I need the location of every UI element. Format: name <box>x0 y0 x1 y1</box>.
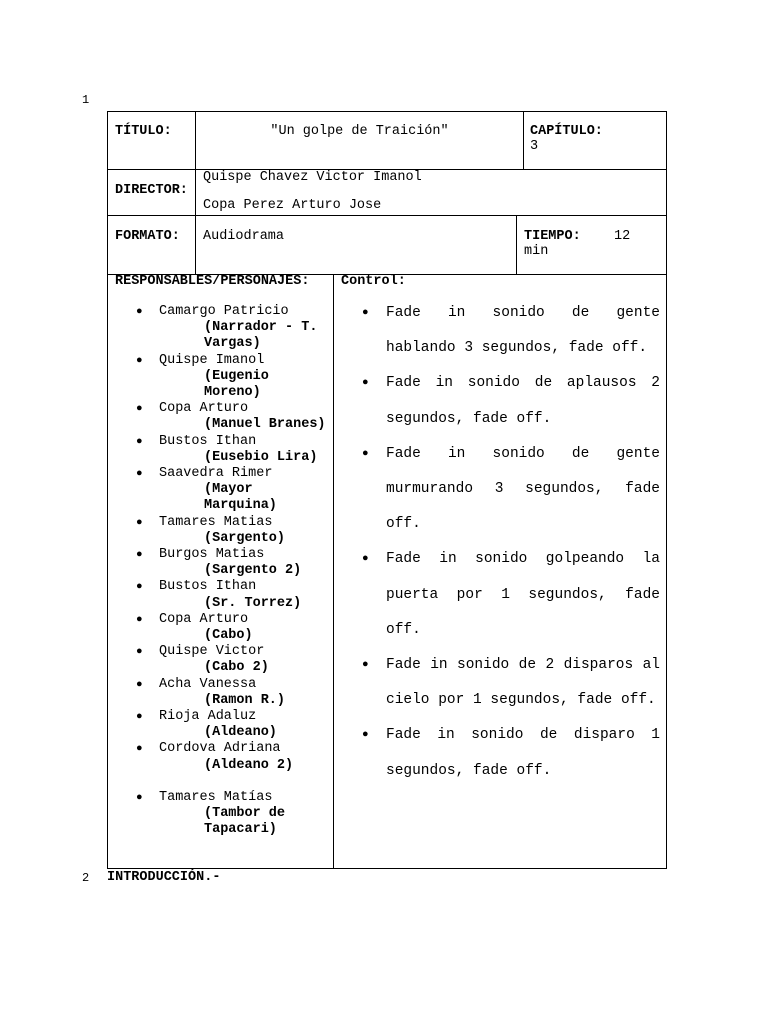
character-name: (Manuel Branes) <box>204 417 326 433</box>
bullet-icon: ● <box>362 377 369 390</box>
actor-name: Bustos Ithan <box>159 433 257 449</box>
list-item <box>136 304 331 353</box>
actor-name: Saavedra Rimer <box>159 466 273 482</box>
character-name: (Cabo) <box>204 628 253 644</box>
control-cue: Fade in sonido de disparo 1 segundos, fade off. <box>386 727 660 779</box>
actor-name: Tamares Matias <box>159 514 273 530</box>
character-name: (Mayor Marquina) <box>204 482 277 514</box>
format-label: FORMATO: <box>115 229 180 244</box>
list-item <box>362 648 660 718</box>
chapter-label: CAPÍTULO: <box>530 124 603 139</box>
bullet-icon: ● <box>136 549 143 562</box>
bullet-icon: ● <box>136 435 143 448</box>
column-divider <box>333 274 334 869</box>
line-number-2: 2 <box>82 871 90 885</box>
row-divider <box>107 215 667 216</box>
chapter-value: 3 <box>530 139 539 154</box>
character-name: (Aldeano) <box>204 725 277 741</box>
format-value: Audiodrama <box>203 229 285 244</box>
actor-name: Bustos Ithan <box>159 579 257 595</box>
column-divider <box>523 111 524 170</box>
control-cue: Fade in sonido de aplausos 2 segundos, fade off. <box>386 375 660 427</box>
list-item <box>136 677 331 709</box>
list-item <box>136 353 331 402</box>
control-list <box>362 296 660 789</box>
list-item <box>362 366 660 436</box>
director-name: Quispe Chavez Victor Imanol <box>203 170 422 185</box>
actor-name: Acha Vanessa <box>159 676 257 692</box>
list-item <box>362 718 660 788</box>
title-value: "Un golpe de Traición" <box>270 124 449 139</box>
list-item <box>136 790 331 839</box>
list-item <box>136 612 331 644</box>
character-name: (Aldeano 2) <box>204 757 294 773</box>
bullet-icon: ● <box>136 403 143 416</box>
character-name: (Sargento 2) <box>204 563 302 579</box>
character-name: (Eugenio Moreno) <box>204 368 269 401</box>
list-item <box>136 547 331 579</box>
line-number-1: 1 <box>82 93 90 107</box>
actor-name: Burgos Matias <box>159 547 265 563</box>
bullet-icon: ● <box>136 646 143 659</box>
title-label: TÍTULO: <box>115 124 172 139</box>
list-item <box>136 741 331 773</box>
cast-label: RESPONSABLES/PERSONAJES: <box>115 274 310 289</box>
list-item <box>136 515 331 547</box>
director-label: DIRECTOR: <box>115 183 188 198</box>
cast-list <box>136 304 331 839</box>
control-cue: Fade in sonido de gente murmurando 3 segundos, fade off. <box>386 445 660 533</box>
actor-name: Quispe Imanol <box>159 352 265 368</box>
actor-name: Camargo Patricio <box>159 304 289 319</box>
actor-name: Cordova Adriana <box>159 741 281 757</box>
time-value: 12 <box>614 229 631 244</box>
bullet-icon: ● <box>136 468 143 481</box>
list-item <box>362 542 660 648</box>
bullet-icon: ● <box>136 791 143 804</box>
control-label: Control: <box>341 274 406 289</box>
bullet-icon: ● <box>136 711 143 724</box>
bullet-icon: ● <box>136 613 143 626</box>
control-cue: Fade in sonido golpeando la puerta por 1 segundos, fade off. <box>386 551 660 638</box>
list-item <box>136 434 331 466</box>
actor-name: Tamares Matías <box>159 789 273 805</box>
character-name: (Cabo 2) <box>204 660 269 676</box>
time-unit: min <box>524 244 549 259</box>
character-name: (Ramon R.) <box>204 692 286 708</box>
bullet-icon: ● <box>136 516 143 529</box>
actor-name: Quispe Victor <box>159 644 265 660</box>
actor-name: Copa Arturo <box>159 611 249 627</box>
list-item <box>136 401 331 433</box>
list-item <box>136 579 331 611</box>
actor-name: Rioja Adaluz <box>159 709 257 725</box>
character-name: (Tambor de Tapacari) <box>204 806 286 838</box>
character-name: (Eusebio Lira) <box>204 449 318 465</box>
control-cue: Fade in sonido de 2 disparos al cielo por 1 segundos, fade off. <box>386 657 660 709</box>
bullet-icon: ● <box>362 307 369 319</box>
bullet-icon: ● <box>362 447 369 460</box>
bullet-icon: ● <box>362 553 369 566</box>
list-item <box>362 437 660 543</box>
bullet-icon: ● <box>136 743 143 756</box>
actor-name: Copa Arturo <box>159 401 249 417</box>
bullet-icon: ● <box>136 306 143 318</box>
list-item <box>362 296 660 366</box>
column-divider <box>516 215 517 275</box>
list-item <box>136 709 331 741</box>
list-item <box>136 466 331 515</box>
section-heading: INTRODUCCIÓN.- <box>107 870 221 885</box>
list-item <box>136 644 331 676</box>
character-name: (Sargento) <box>204 530 286 546</box>
control-cue: Fade in sonido de gente hablando 3 segundos, fade off. <box>386 305 660 357</box>
character-name: (Narrador - T. Vargas) <box>204 320 318 352</box>
character-name: (Sr. Torrez) <box>204 595 302 611</box>
bullet-icon: ● <box>362 729 369 742</box>
bullet-icon: ● <box>136 354 143 367</box>
bullet-icon: ● <box>136 581 143 594</box>
director-name: Copa Perez Arturo Jose <box>203 198 382 213</box>
time-label: TIEMPO: <box>524 229 581 244</box>
bullet-icon: ● <box>362 659 369 672</box>
bullet-icon: ● <box>136 678 143 691</box>
